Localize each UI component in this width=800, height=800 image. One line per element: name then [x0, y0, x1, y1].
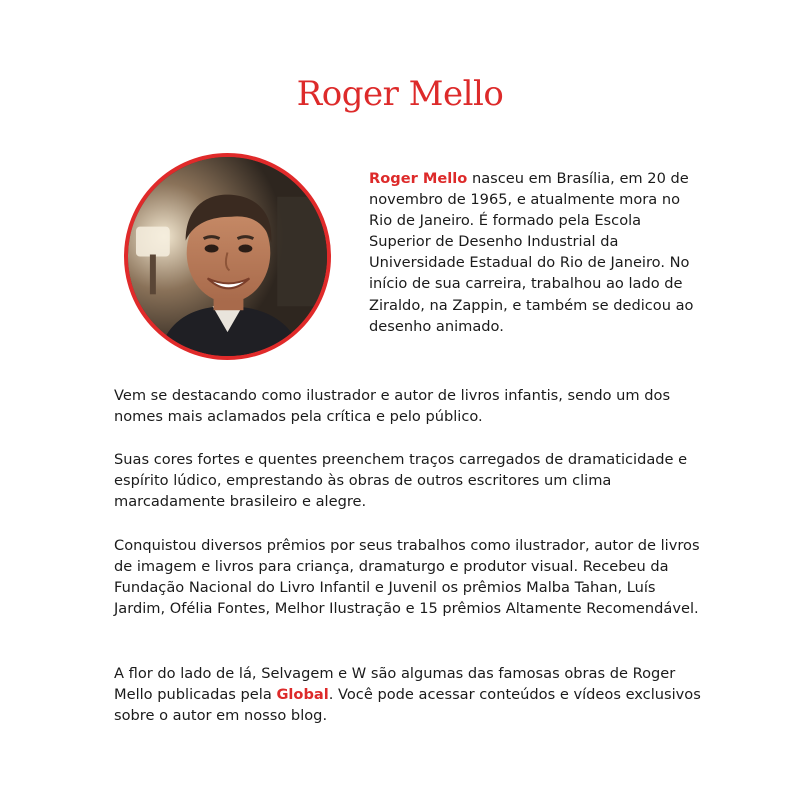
- author-name-highlight: Roger Mello: [369, 170, 468, 187]
- p4-text-before: A flor do lado de lá, Selvagem e W são algumas das famosas obras de Roger Mello publicadas pela: [114, 665, 676, 704]
- publisher-highlight: Global: [276, 686, 329, 704]
- page-title: Roger Mello: [296, 74, 504, 114]
- intro-paragraph: [369, 168, 699, 337]
- bio-paragraph-3: Conquistou diversos prêmios por seus trabalhos como ilustrador, autor de livros de imagem e livros para criança, dramaturgo e produtor visual. Recebeu da Fundação Nacional do Livro Infantil e Juvenil os prêmios Malba Tahan, Luís Jardim, Ofélia Fontes, Melhor Ilustração e 15 prêmios Altamente Recomendável.: [114, 537, 700, 618]
- author-portrait-photo: [124, 153, 331, 360]
- p4-text-after: . Você pode acessar conteúdos e vídeos exclusivos sobre o autor em nosso blog.: [114, 686, 701, 725]
- intro-text: nasceu em Brasília, em 20 de novembro de 1965, e atualmente mora no Rio de Janeiro. É formado pela Escola Superior de Desenho Industrial da Universidade Estadual do Rio de Janeiro. No início de sua carreira, trabalhou ao lado de Ziraldo, na Zappin, e também se dedicou ao desenho animado.: [369, 170, 694, 335]
- bio-paragraph-2: Suas cores fortes e quentes preenchem traços carregados de dramaticidade e espírito lúdico, emprestando às obras de outros escritores um clima marcadamente brasileiro e alegre.: [114, 451, 688, 511]
- portrait-illustration: [128, 157, 327, 356]
- bio-paragraph-4: [114, 663, 704, 726]
- bio-paragraph-1: Vem se destacando como ilustrador e autor de livros infantis, sendo um dos nomes mais aclamados pela crítica e pelo público.: [114, 387, 671, 426]
